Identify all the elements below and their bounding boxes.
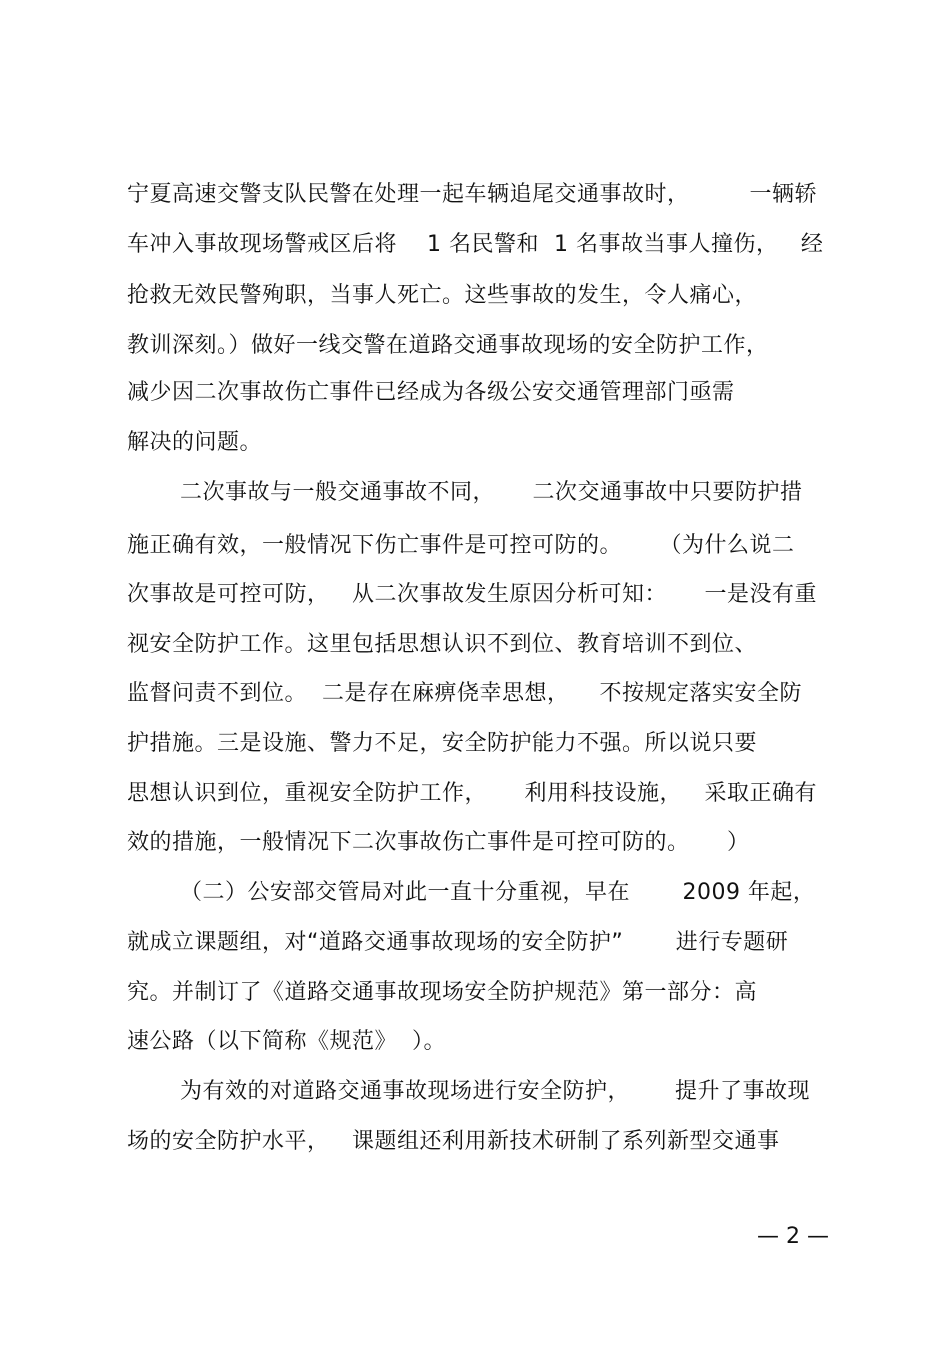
body-text-line: 宁夏高速交警支队民警在处理一起车辆追尾交通事故时， 一辆轿: [127, 182, 817, 207]
body-text-line: 施正确有效，一般情况下伤亡事件是可控可防的。 （为什么说二: [127, 533, 795, 558]
body-text-line: 效的措施，一般情况下二次事故伤亡事件是可控可防的。 ）: [127, 830, 750, 855]
body-text-line: 次事故是可控可防， 从二次事故发生原因分析可知： 一是没有重: [127, 582, 817, 607]
body-text-line: 监督问责不到位。 二是存在麻痹侥幸思想， 不按规定落实安全防: [127, 681, 802, 706]
paragraph-start-line: 为有效的对道路交通事故现场进行安全防护， 提升了事故现: [180, 1079, 810, 1104]
page-number: — 2 —: [757, 1224, 829, 1249]
body-text-line: 车冲入事故现场警戒区后将 1 名民警和 1 名事故当事人撞伤， 经: [127, 232, 824, 257]
body-text-line: 就成立课题组，对“道路交通事故现场的安全防护” 进行专题研: [127, 930, 789, 955]
body-text-line: 速公路（以下简称《规范》 ）。: [127, 1029, 446, 1054]
body-text-line: 视安全防护工作。这里包括思想认识不到位、教育培训不到位、: [127, 632, 758, 657]
body-text-line: 减少因二次事故伤亡事件已经成为各级公安交通管理部门亟需: [127, 380, 735, 405]
body-text-line: 场的安全防护水平， 课题组还利用新技术研制了系列新型交通事: [127, 1129, 780, 1154]
body-text-line: 究。并制订了《道路交通事故现场安全防护规范》第一部分：高: [127, 980, 758, 1005]
body-text-line: 抢救无效民警殉职，当事人死亡。这些事故的发生，令人痛心，: [127, 283, 758, 308]
paragraph-start-line: 二次事故与一般交通事故不同， 二次交通事故中只要防护措: [180, 480, 803, 505]
body-text-line: 教训深刻。）做好一线交警在道路交通事故现场的安全防护工作，: [127, 333, 769, 358]
body-text-line: 解决的问题。: [127, 430, 263, 455]
paragraph-start-line: （二）公安部交管局对此一直十分重视，早在 2009 年起，: [180, 880, 816, 905]
body-text-line: 思想认识到位，重视安全防护工作， 利用科技设施， 采取正确有: [127, 781, 817, 806]
body-text-line: 护措施。三是设施、警力不足，安全防护能力不强。所以说只要: [127, 731, 758, 756]
